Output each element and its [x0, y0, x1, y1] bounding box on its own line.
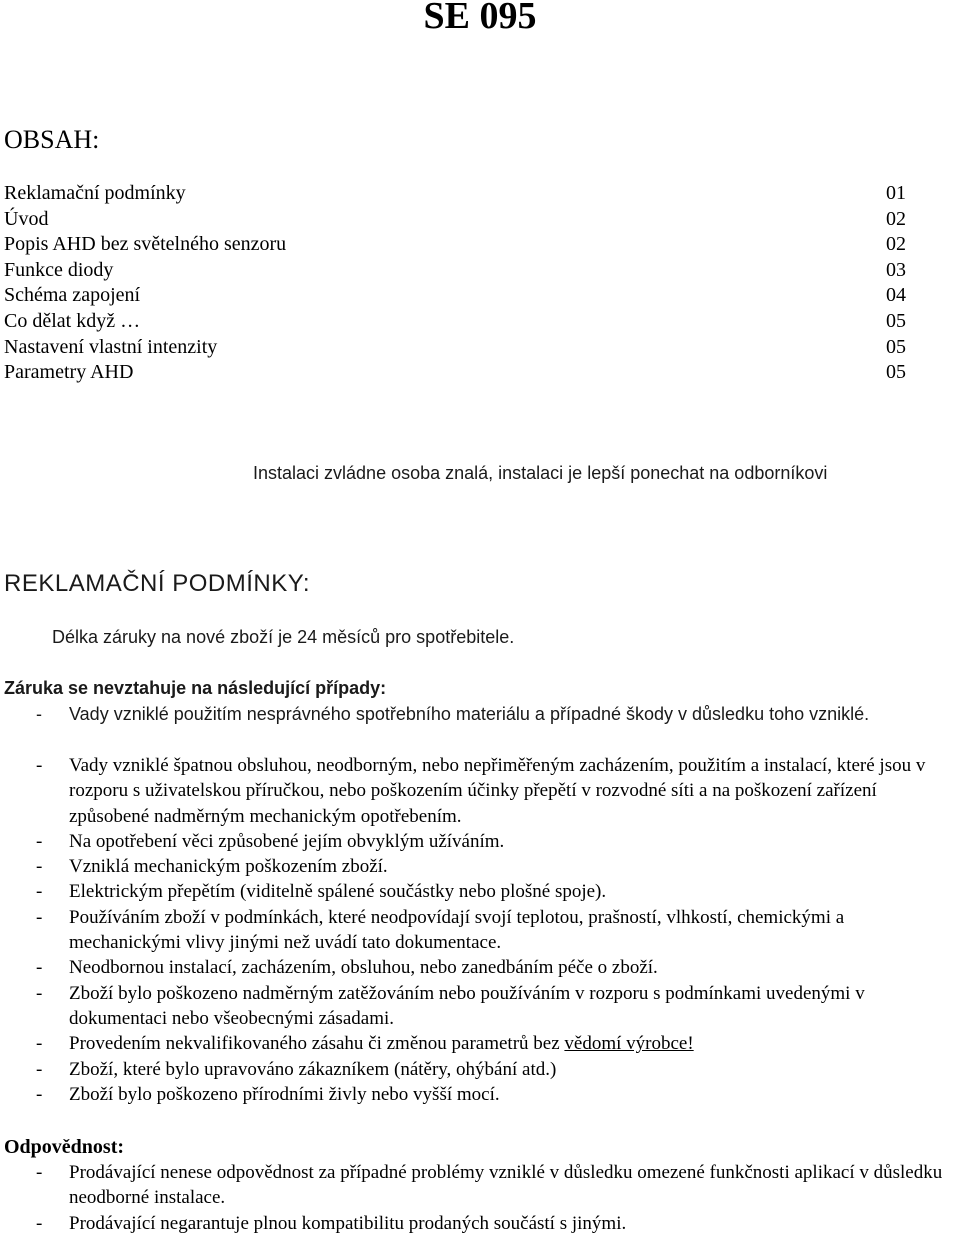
dash-bullet: -: [36, 982, 43, 1004]
toc-entry-page: 05: [886, 335, 906, 358]
list-item: [0, 955, 960, 980]
toc-entry: [4, 258, 906, 284]
toc-entry-page: 05: [886, 309, 906, 332]
list-item-text: Zboží, které bylo upravováno zákazníkem (nátěry, ohýbání atd.): [69, 1058, 557, 1080]
complaints-heading: REKLAMAČNÍ PODMÍNKY:: [4, 570, 311, 597]
list-item-text: Neodbornou instalací, zacházením, obsluhou, nebo zanedbáním péče o zboží.: [69, 957, 658, 979]
toc-entry: [4, 283, 906, 309]
toc-entry-page: 05: [886, 361, 906, 384]
toc-entry-page: 03: [886, 258, 906, 281]
list-item-text: Zboží bylo poškozeno přírodními živly nebo vyšší mocí.: [69, 1083, 500, 1105]
list-item: [0, 753, 960, 829]
list-item-text: Elektrickým přepětím (viditelně spálené součástky nebo plošné spoje).: [69, 881, 607, 903]
toc-entry: [4, 232, 906, 258]
dash-bullet: -: [36, 1162, 43, 1183]
toc-entry-page: 02: [886, 233, 906, 256]
dash-bullet: -: [36, 906, 43, 928]
toc-entry-label: Schéma zapojení: [4, 284, 141, 307]
list-item-text: Provedením nekvalifikovaného zásahu či změnou parametrů bez: [69, 1033, 565, 1055]
warranty-length: Délka záruky na nové zboží je 24 měsíců pro spotřebitele.: [52, 627, 515, 647]
toc-heading: OBSAH:: [4, 125, 100, 154]
list-item: [0, 1160, 960, 1211]
list-item-text: Prodávající negarantuje plnou kompatibilitu prodaných součástí s jinými.: [69, 1212, 627, 1234]
list-item: [0, 702, 960, 727]
list-item: [0, 1031, 960, 1056]
exclusions-list: [0, 753, 960, 1107]
toc-entry-page: 02: [886, 207, 906, 230]
table-of-contents: [4, 181, 906, 386]
toc-entry-label: Nastavení vlastní intenzity: [4, 335, 218, 358]
toc-entry: [4, 335, 906, 361]
toc-entry: [4, 360, 906, 386]
toc-entry: [4, 309, 906, 335]
toc-entry-label: Reklamační podmínky: [4, 182, 186, 204]
toc-entry-label: Parametry AHD: [4, 361, 134, 384]
page-title: SE 095: [423, 0, 537, 37]
responsibility-list: [0, 1160, 960, 1236]
dash-bullet: -: [36, 1083, 43, 1105]
manufacturer-knowledge-text: vědomí výrobce!: [564, 1033, 694, 1055]
list-item: [0, 854, 960, 879]
list-item-text: Vady vzniklé špatnou obsluhou, neodborným, nebo nepřiměřeným zacházením, použitím a instalací, které jsou v rozporu s uživatelskou příručkou, nebo poškozením účinky přepětí v rozvodné síti a na poškození zařízení způsobené nadměrným mechanickým opotřebením.: [69, 755, 926, 827]
list-item: [0, 879, 960, 904]
list-item: [0, 829, 960, 854]
list-item-text: Vzniklá mechanickým poškozením zboží.: [69, 856, 388, 878]
dash-bullet: -: [36, 957, 43, 979]
dash-bullet: -: [36, 1212, 43, 1234]
list-item-text: Používáním zboží v podmínkách, které neodpovídají svojí teplotou, prašností, vlhkostí, chemickými a mechanickými vlivy jinými než uvádí tato dokumentace.: [69, 906, 845, 954]
list-item: [0, 1082, 960, 1107]
toc-entry-label: Co dělat když …: [4, 309, 141, 332]
toc-entry-page: 04: [886, 284, 906, 307]
dash-bullet: -: [36, 830, 43, 852]
list-item-text: Vady vzniklé použitím nesprávného spotřebního materiálu a případné škody v důsledku toho vzniklé.: [69, 704, 870, 724]
toc-entry-label: Funkce diody: [4, 258, 114, 281]
toc-entry: [4, 207, 906, 233]
dash-bullet: -: [36, 1033, 43, 1055]
dash-bullet: -: [36, 1058, 43, 1080]
list-item: [0, 905, 960, 956]
list-item-text: Zboží bylo poškozeno nadměrným zatěžováním nebo používáním v rozporu s podmínkami uvedenými v dokumentaci nebo všeobecnými zásadami.: [69, 982, 865, 1029]
list-item: [0, 1057, 960, 1082]
toc-entry-label: Úvod: [4, 207, 49, 230]
toc-entry: [4, 181, 906, 207]
dash-bullet: -: [36, 755, 43, 776]
toc-entry-page: 01: [886, 182, 906, 204]
list-item-text: Prodávající nenese odpovědnost za případné problémy vzniklé v důsledku omezené funkčnosti aplikací v důsledku neodborné instalace.: [69, 1162, 943, 1209]
responsibility-heading: Odpovědnost:: [4, 1136, 125, 1158]
list-item-text: Na opotřebení věci způsobené jejím obvyklým užíváním.: [69, 830, 505, 852]
dash-bullet: -: [36, 881, 43, 903]
dash-bullet: -: [36, 856, 43, 878]
exclusions-list-first: [0, 702, 960, 727]
toc-entry-label: Popis AHD bez světelného senzoru: [4, 233, 287, 256]
list-item: [0, 981, 960, 1032]
list-item: [0, 1211, 960, 1236]
exclusions-heading: Záruka se nevztahuje na následující případy:: [4, 678, 387, 698]
installation-note: Instalaci zvládne osoba znalá, instalaci je lepší ponechat na odborníkovi: [253, 463, 828, 483]
dash-bullet: -: [36, 704, 42, 724]
